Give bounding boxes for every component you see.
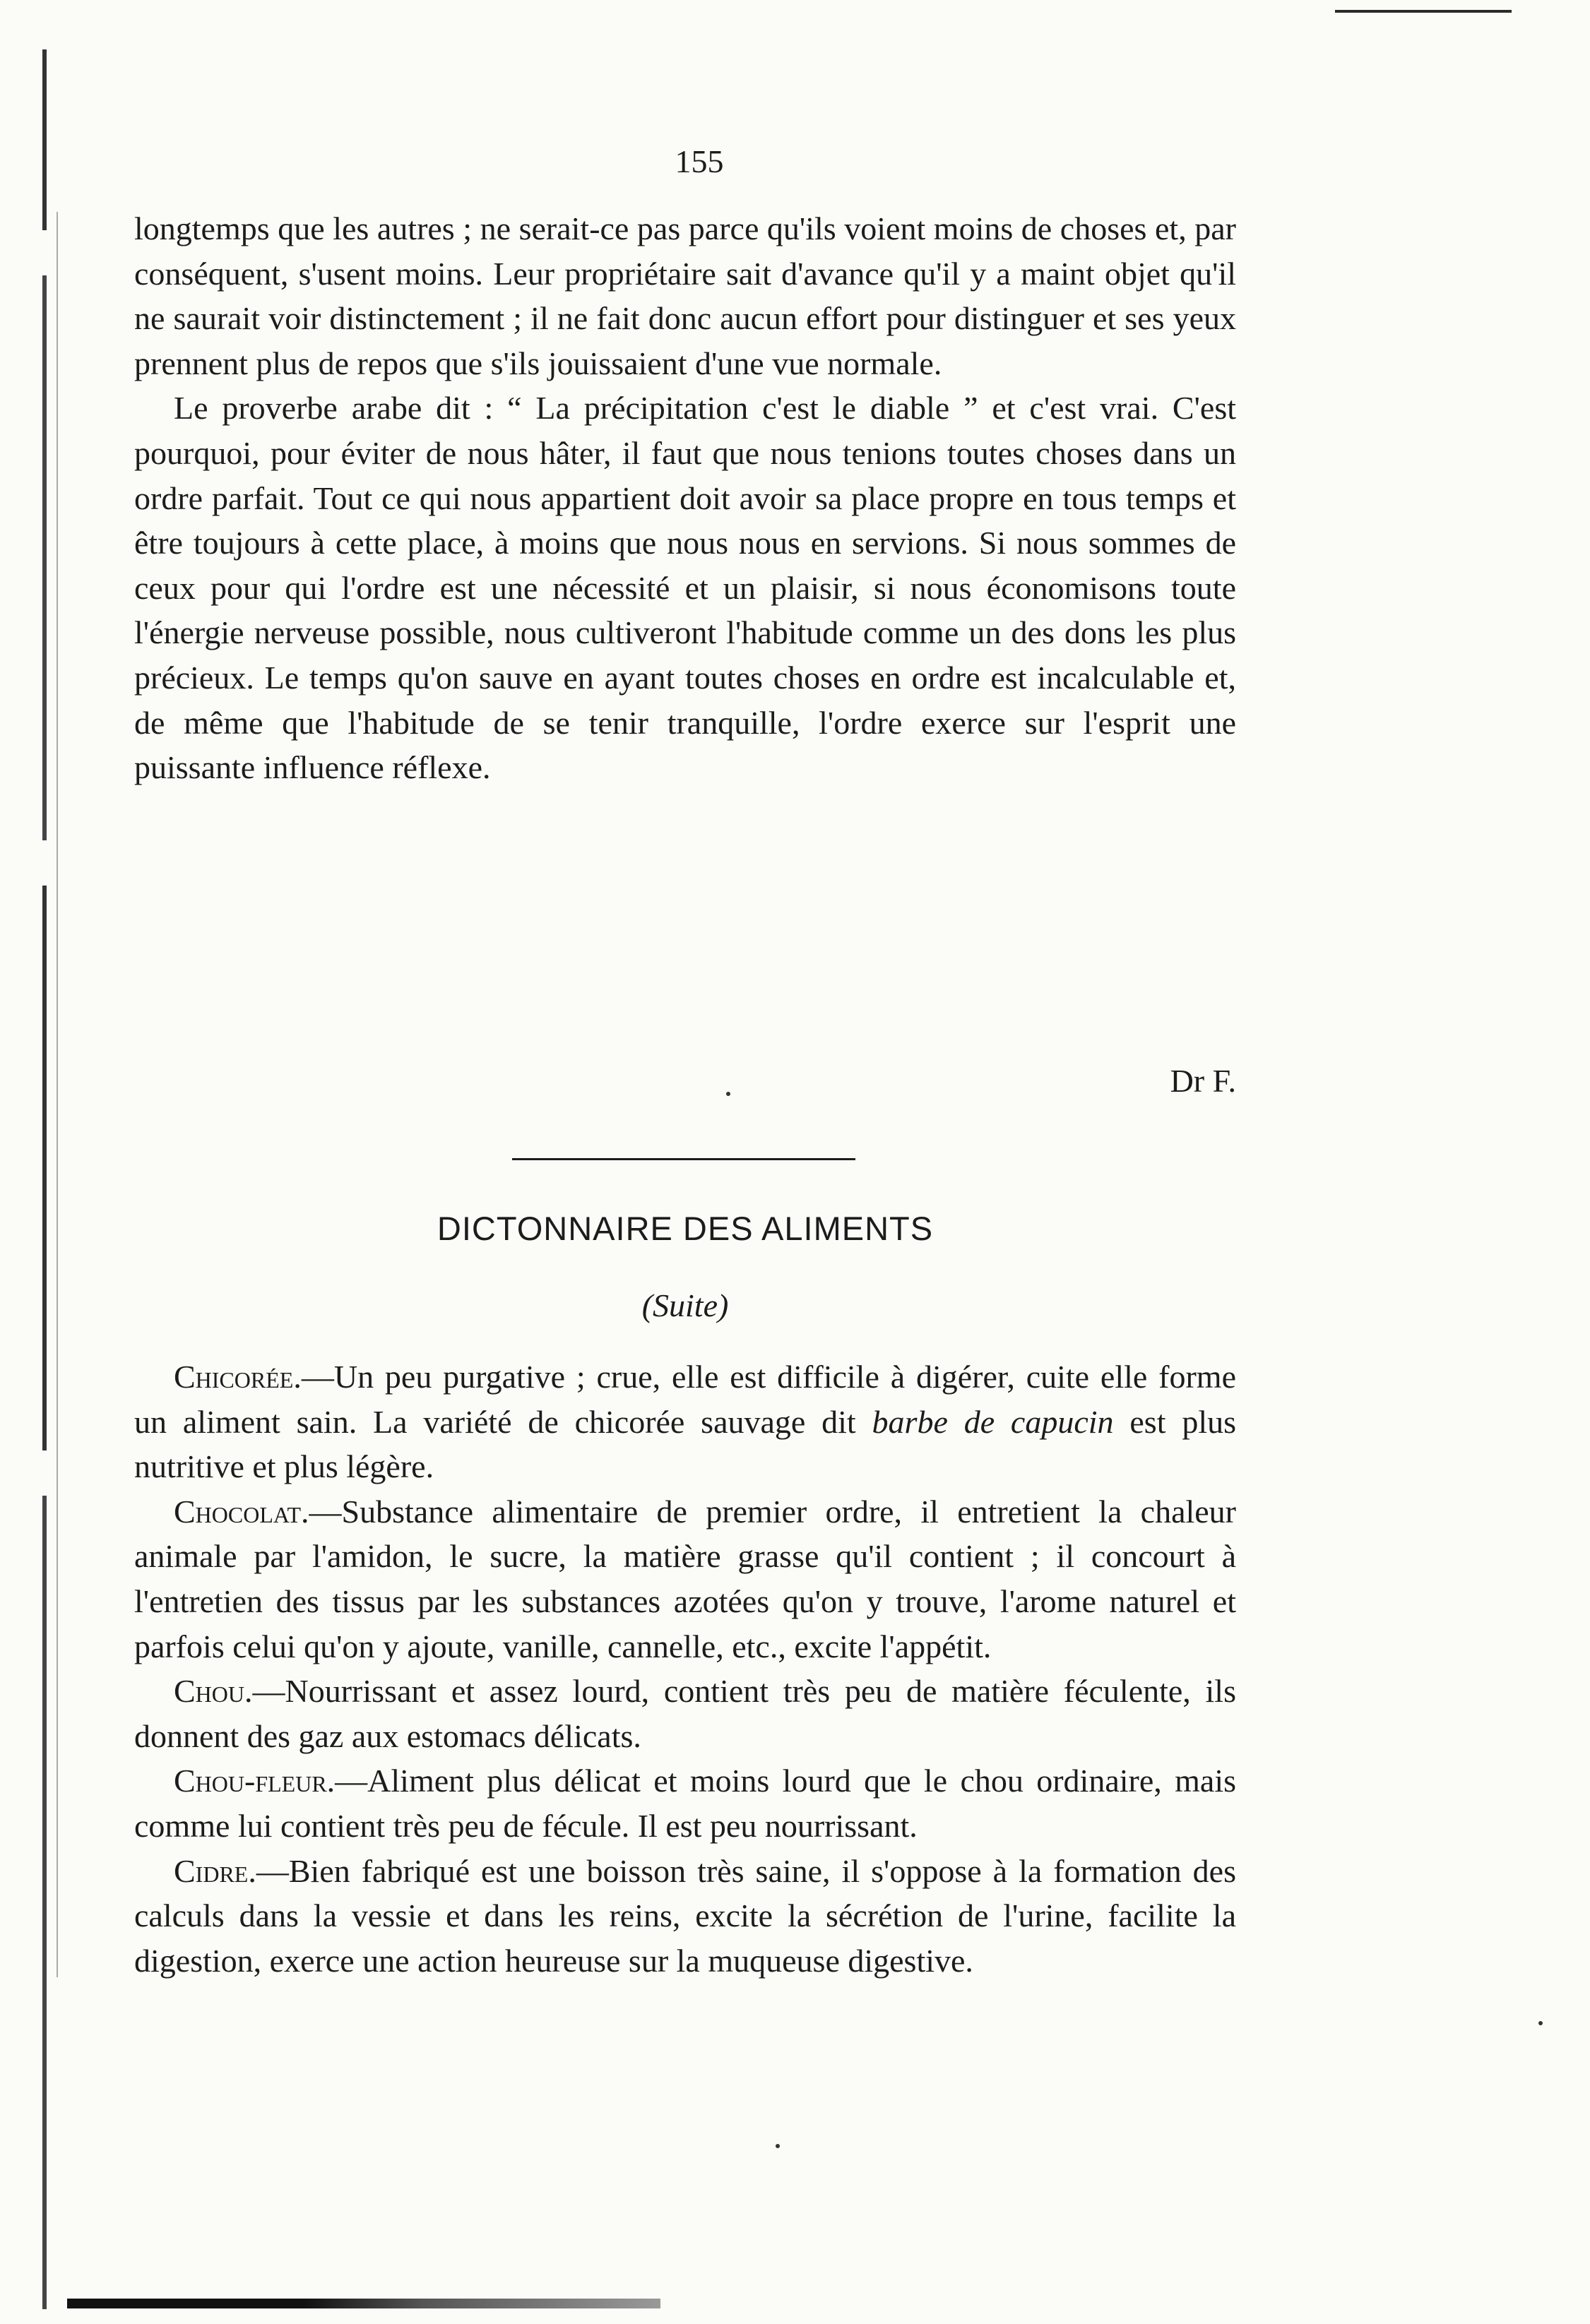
section-subtitle	[134, 1287, 1236, 1324]
entry-term: Chou-fleur.	[174, 1763, 336, 1799]
entry-chocolat	[134, 1489, 1236, 1669]
paragraph: Le proverbe arabe dit : “ La précipitation c'est le diable ” et c'est vrai. C'est pourquoi, pour éviter de nous hâter, il faut que nous tenions toutes choses dans un ordre parfait. Tout ce qui nous appartient doit avoir sa place propre en tous temps et être toujours à cette place, à moins que nous nous en servions. Si nous sommes de ceux pour qui l'ordre est une nécessité et un plaisir, si nous économisons toute l'énergie nerveuse possible, nous cultiveront l'habitude comme un des dons les plus précieux. Le temps qu'on sauve en ayant toutes choses en ordre est incalculable et, de même que l'habitude de se tenir tranquille, l'ordre exerce sur l'esprit une puissante influence réflexe.	[134, 390, 1236, 786]
entry-term: Chocolat.	[174, 1493, 309, 1530]
section-divider	[512, 1158, 855, 1160]
entry-chou	[134, 1669, 1236, 1758]
article-end	[134, 206, 1236, 790]
page-number: 155	[675, 143, 724, 179]
print-speck	[776, 2144, 780, 2148]
dictionary-entries	[134, 1354, 1236, 1983]
entry-text: —Substance alimentaire de premier ordre, il entretient la chaleur animale par l'amidon, le sucre, la matière grasse qu'il contient ; il concourt à l'entretien des tissus par les substances azotées qu'on y trouve, l'arome naturel et parfois celui qu'on y ajoute, vanille, cannelle, etc., excite l'appétit.	[134, 1493, 1236, 1664]
entry-text-after: est plus nutritive et plus légère.	[134, 1403, 1236, 1485]
entry-term: Chicorée.	[174, 1359, 302, 1395]
entry-chicoree	[134, 1354, 1236, 1489]
entry-term: Cidre.	[174, 1852, 256, 1889]
bottom-edge-bar	[67, 2299, 660, 2308]
entry-cidre	[134, 1849, 1236, 1984]
section-title: DICTONNAIRE DES ALIMENTS	[437, 1210, 934, 1247]
entry-text: —Un peu purgative ; crue, elle est difficile à digérer, cuite elle forme un aliment sain. La variété de chicorée sauvage dit	[134, 1359, 1236, 1440]
entry-chou-fleur	[134, 1758, 1236, 1848]
binding-edge	[42, 49, 47, 2309]
binding-shadow	[57, 212, 58, 1977]
entry-text: —Nourrissant et assez lourd, contient très peu de matière féculente, ils donnent des gaz aux estomacs délicats.	[134, 1673, 1236, 1754]
signature: Dr F.	[1170, 1063, 1236, 1099]
subtitle-text: (Suite)	[641, 1287, 729, 1323]
paragraph: longtemps que les autres ; ne serait-ce pas parce qu'ils voient moins de choses et, par conséquent, s'usent moins. Leur propriétaire sait d'avance qu'il y a maint objet qu'il ne saurait voir distinctement ; il ne fait donc aucun effort pour distinguer et ses yeux prennent plus de repos que s'ils jouissaient d'une vue normale.	[134, 210, 1236, 381]
entry-emphasis: barbe de capucin	[872, 1403, 1114, 1440]
print-speck	[1538, 2021, 1543, 2025]
print-speck	[726, 1092, 730, 1096]
top-edge-rule	[1335, 10, 1512, 13]
entry-text: —Aliment plus délicat et moins lourd que le chou ordinaire, mais comme lui contient très peu de fécule. Il est peu nourrissant.	[134, 1763, 1236, 1844]
entry-text: —Bien fabriqué est une boisson très saine, il s'oppose à la formation des calculs dans la vessie et dans les reins, excite la sécrétion de l'urine, facilite la digestion, exerce une action heureuse sur la muqueuse digestive.	[134, 1852, 1236, 1979]
entry-term: Chou.	[174, 1673, 253, 1710]
